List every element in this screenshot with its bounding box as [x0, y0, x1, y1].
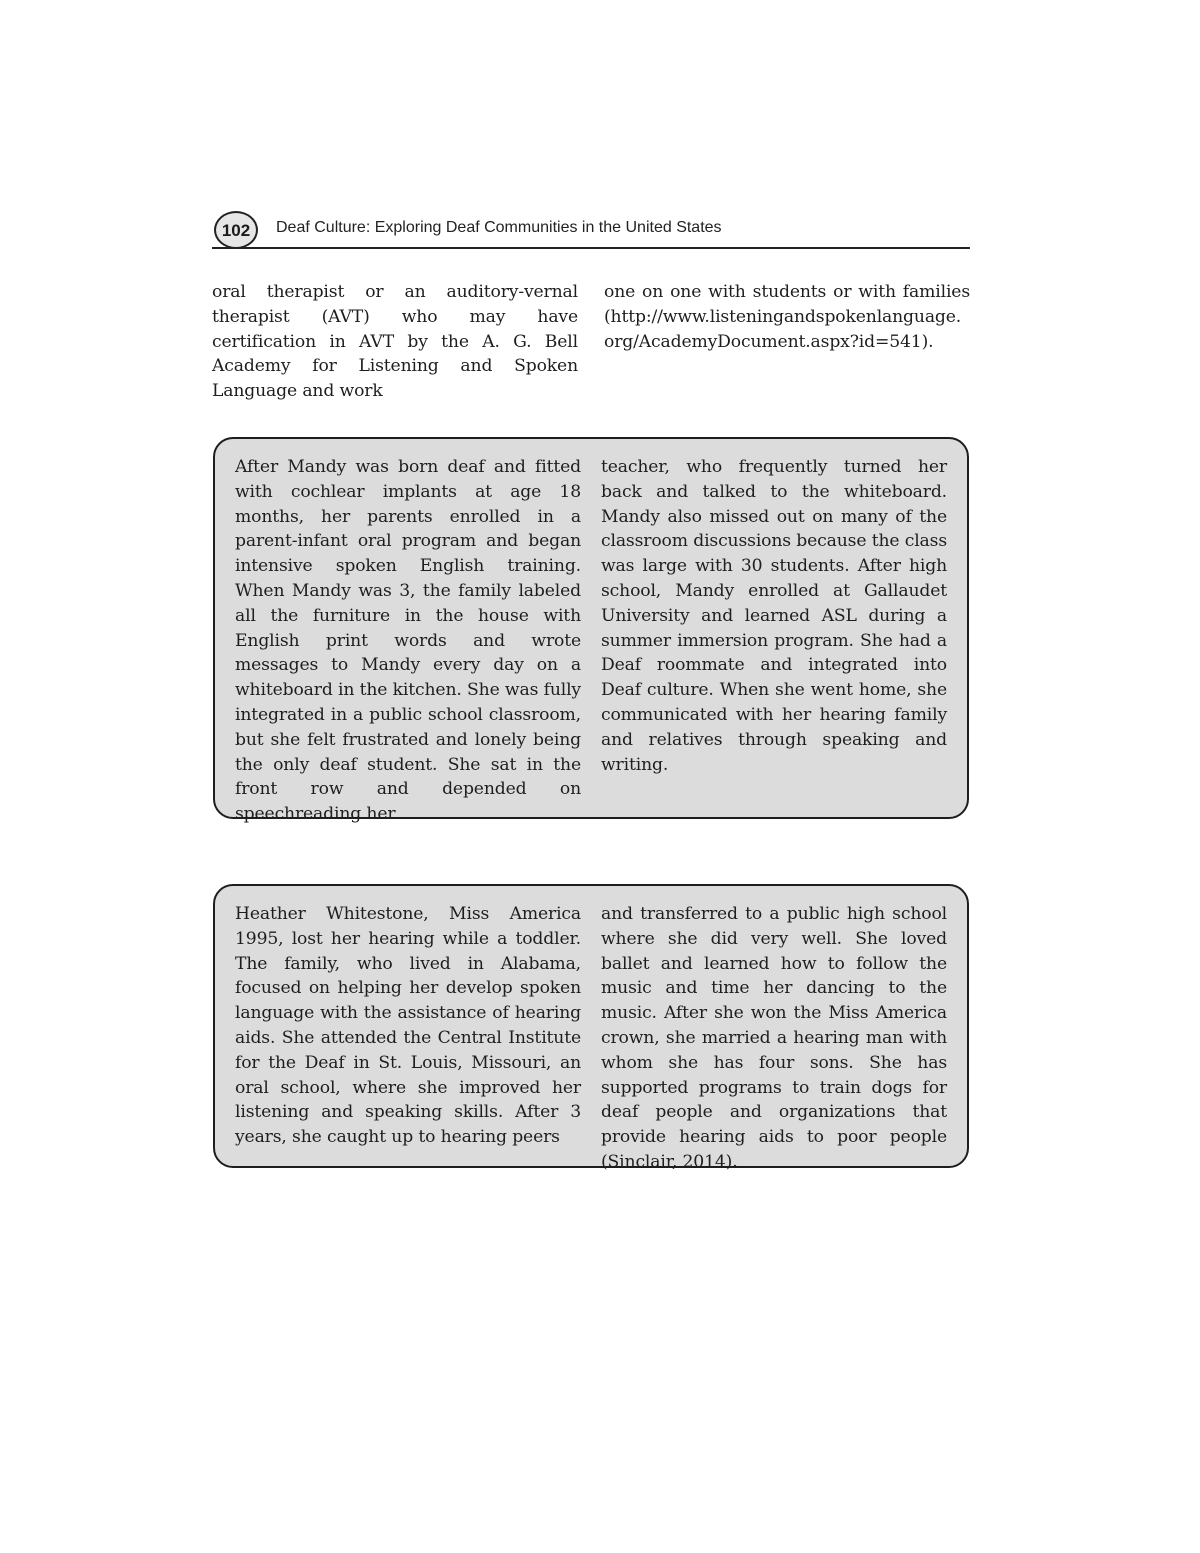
page-number: 102 — [214, 211, 258, 249]
case-box-column-right — [601, 902, 947, 1172]
case-text-right: and transferred to a public high school where she did very well. She loved ballet and learned how to follow the music and time her dancing to the music. After she won the Miss America crown, she married a hearing man with whom she has four sons. She has supported programs to train dogs for deaf people and organizations that provide hearing aids to poor people (Sinclair, 2014). — [601, 904, 947, 1172]
case-text-right: teacher, who frequently turned her back and talked to the whiteboard. Mandy also missed out on many of the classroom discussions because the class was large with 30 students. After high school, Mandy enrolled at Gallaudet University and learned ASL during a summer immersion program. She had a Deaf roommate and integrated into Deaf culture. When she went home, she communicated with her hearing family and relatives through speaking and writing. — [601, 457, 947, 775]
case-box-mandy — [213, 437, 969, 825]
body-paragraph-right — [604, 280, 970, 354]
case-box-heather-whitestone — [213, 884, 969, 1172]
case-text-left: Heather Whitestone, Miss America 1995, lost her hearing while a toddler. The family, who lived in Alabama, focused on helping her develop spoken language with the assistance of hearing aids. She attended the Central Institute for the Deaf in St. Louis, Missouri, an oral school, where she improved her listening and speaking skills. After 3 years, she caught up to hearing peers — [235, 904, 581, 1148]
body-column-right — [604, 280, 970, 404]
case-box-column-left — [235, 455, 581, 825]
body-text-fragment: one on one with students or with families — [604, 282, 970, 302]
body-column-left — [212, 280, 578, 404]
academy-url: (http://www.listeningandspokenlanguage.org/AcademyDocument.aspx?id=541) — [604, 306, 962, 352]
running-title: Deaf Culture: Exploring Deaf Communities in the United States — [276, 219, 722, 236]
body-paragraph-left: oral therapist or an auditory-vernal therapist (AVT) who may have certification in AVT by the A. G. Bell Academy for Listening and Spoken Language and work — [212, 282, 578, 402]
case-box-column-left — [235, 902, 581, 1152]
case-text-left: After Mandy was born deaf and fitted with cochlear implants at age 18 months, her parents enrolled in a parent-infant oral program and began intensive spoken English training. When Mandy was 3, the family labeled all the furniture in the house with English print words and wrote messages to Mandy every day on a whiteboard in the kitchen. She was fully integrated in a public school classroom, but she felt frustrated and lonely being the only deaf student. She sat in the front row and depended on speechreading her — [235, 457, 581, 825]
body-text-end: . — [928, 331, 934, 352]
page-header — [212, 207, 970, 249]
case-box-column-right — [601, 455, 947, 803]
body-text — [212, 280, 970, 404]
